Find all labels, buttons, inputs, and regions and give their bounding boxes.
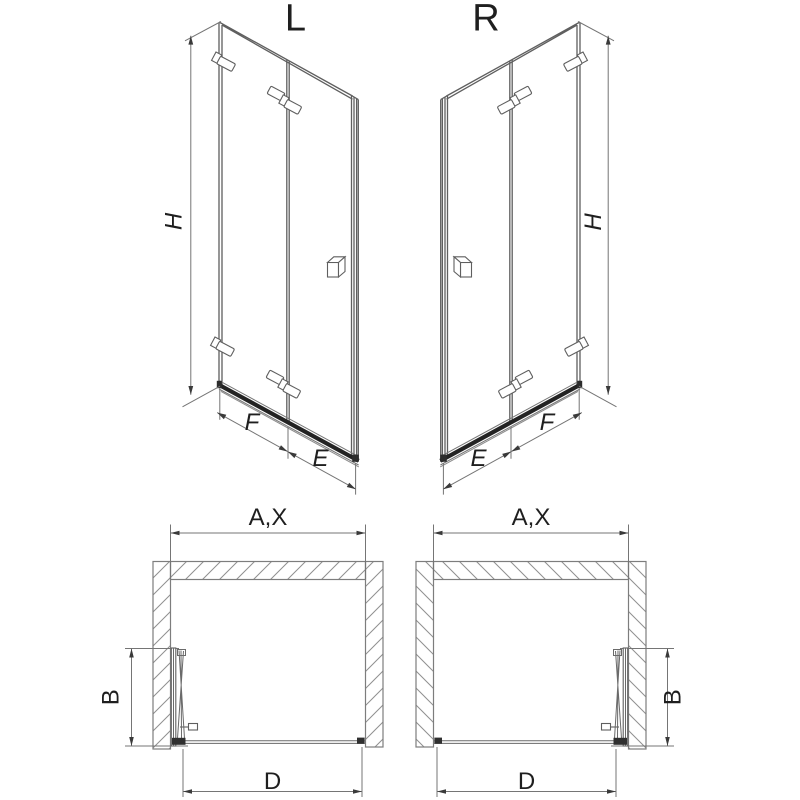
handle-plan [189, 724, 198, 731]
fold-hinge-top [265, 86, 304, 114]
plan-right-view-geometry [416, 525, 674, 798]
door-right-f-label: F [539, 409, 555, 436]
fold-hinge-bottom [264, 370, 303, 398]
plan-left-opening-label: D [263, 768, 282, 795]
plan-right-opening-label: D [517, 768, 536, 795]
plan-left-view-geometry [125, 525, 383, 798]
height-dimension [183, 22, 222, 407]
threshold-rail-plan [186, 738, 365, 744]
plan-right-width-label: A,X [511, 504, 551, 531]
door-left-e-label: E [312, 445, 329, 472]
door-right-e-label: E [470, 445, 487, 472]
wall-hinge-top [211, 52, 236, 72]
plan-left-width-label: A,X [248, 504, 288, 531]
door-left-f-label: F [244, 409, 260, 436]
plan-right-depth-label: B [659, 689, 687, 706]
rail-end-cap-right [352, 455, 359, 462]
bottom-pivot [172, 738, 186, 745]
door-right-height-label: H [580, 213, 607, 231]
shower-walls [153, 562, 383, 750]
folded-panels [178, 651, 185, 739]
door-right-title: R [472, 0, 500, 40]
door-right-view-geometry [440, 22, 616, 495]
door-left-view-geometry [183, 22, 359, 495]
door-handle-knob [328, 257, 346, 277]
wall-hinge-bottom [210, 337, 235, 357]
door-left-title: L [284, 0, 307, 40]
folded-door-plan [171, 648, 197, 746]
door-left-height-label: H [160, 212, 188, 231]
rail-wall-bracket [357, 738, 365, 744]
plan-left-depth-label: B [97, 689, 125, 706]
